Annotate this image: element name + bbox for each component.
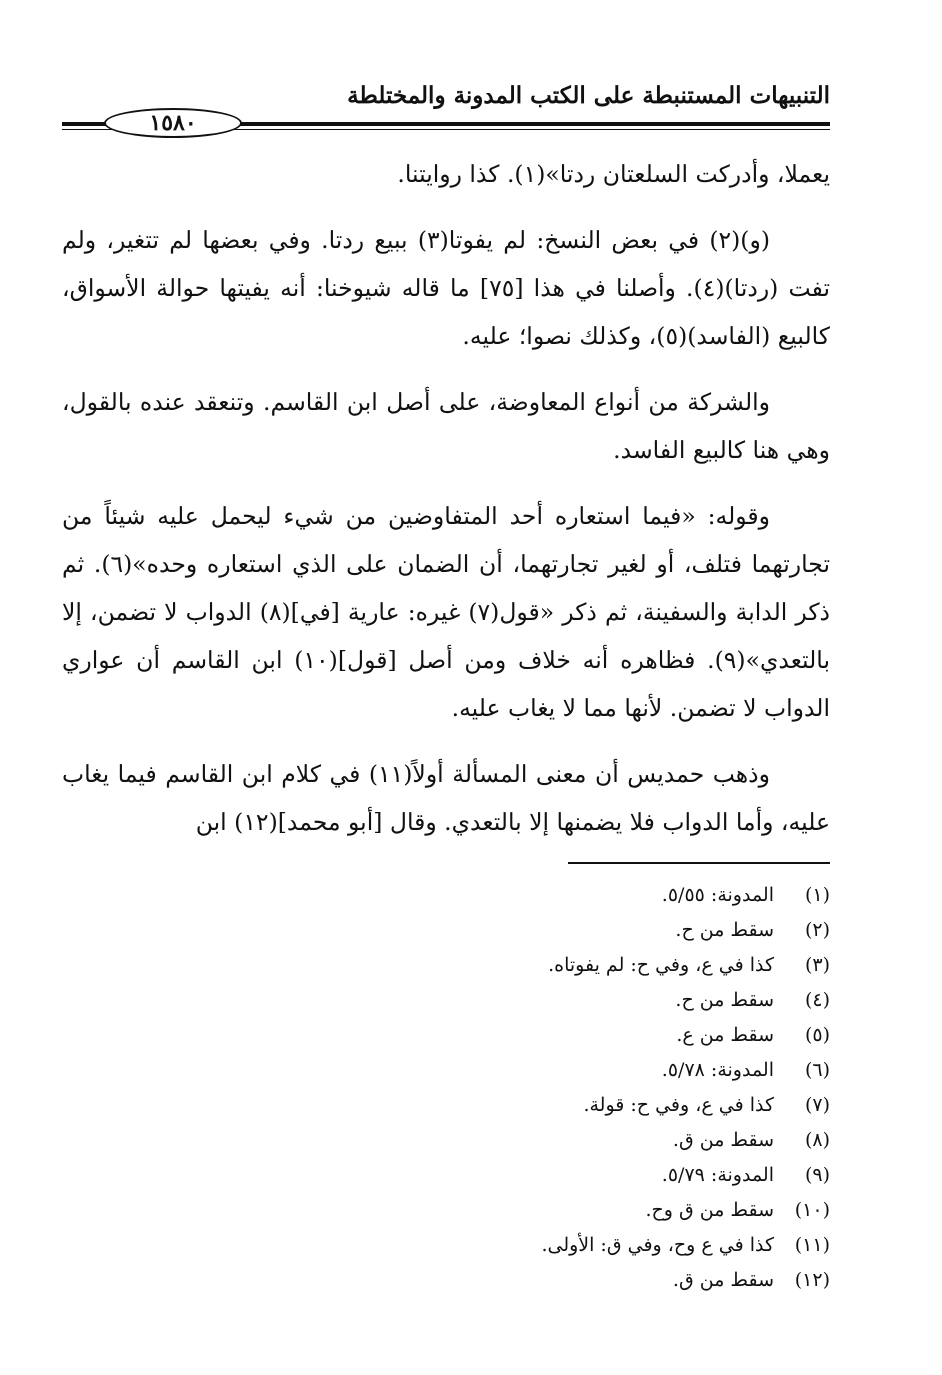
- footnote-number: (٩): [804, 1164, 830, 1186]
- footnote-number: (٧): [804, 1094, 830, 1116]
- footnote: [380, 1018, 830, 1053]
- paragraph: والشركة من أنواع المعاوضة، على أصل ابن القاسم. وتنعقد عنده بالقول، وهي هنا كالبيع الفاسد.: [62, 388, 830, 464]
- footnote: [380, 1193, 830, 1228]
- footnote-text: سقط من ق.: [672, 1129, 774, 1151]
- footnote-separator: [568, 862, 830, 864]
- footnote: [380, 1088, 830, 1123]
- page-number: ١٥٨٠: [104, 108, 242, 138]
- footnote-number: (٦): [804, 1059, 830, 1081]
- paragraph: وذهب حمديس أن معنى المسألة أولاً(١١) في كلام ابن القاسم فيما يغاب عليه، وأما الدواب فلا يضمنها إلا بالتعدي. وقال [أبو محمد](١٢) ابن: [62, 760, 830, 836]
- footnote-number: (١): [804, 884, 830, 906]
- paragraph: وقوله: «فيما استعاره أحد المتفاوضين من شيء ليحمل عليه شيئاً من تجارتهما فتلف، أو لغير تجارتهما، أن الضمان على الذي استعاره وحده»(٦). ثم ذكر الدابة والسفينة، ثم ذكر «قول(٧) غيره: عارية [في](٨) الدواب لا تضمن، إلا بالتعدي»(٩). فظاهره أنه خلاف ومن أصل [قول](١٠) ابن القاسم أن عواري الدواب لا تضمن. لأنها مما لا يغاب عليه.: [62, 502, 831, 722]
- footnote-text: سقط من ح.: [675, 989, 774, 1011]
- footnote-number: (١٠): [794, 1199, 830, 1221]
- footnote-number: (٨): [804, 1129, 830, 1151]
- footnote-number: (٢): [804, 919, 830, 941]
- footnote-number: (٥): [804, 1024, 830, 1046]
- footnote-number: (٤): [804, 989, 830, 1011]
- footnote: [380, 913, 830, 948]
- footnotes: [380, 878, 830, 1298]
- footnote-number: (١٢): [794, 1269, 830, 1291]
- footnote: [380, 983, 830, 1018]
- running-title: التنبيهات المستنبطة على الكتب المدونة والمختلطة: [347, 82, 830, 109]
- footnote-text: سقط من ق.: [672, 1269, 774, 1291]
- footnote: [380, 1263, 830, 1298]
- footnote-text: كذا في ع وح، وفي ق: الأولى.: [541, 1234, 774, 1256]
- footnote-number: (١١): [794, 1234, 830, 1256]
- footnote-text: كذا في ع، وفي ح: قولة.: [583, 1094, 774, 1116]
- footnote: [380, 1158, 830, 1193]
- footnote-text: سقط من ح.: [675, 919, 774, 941]
- footnote-text: كذا في ع، وفي ح: لم يفوتاه.: [548, 954, 774, 976]
- footnote: [380, 948, 830, 983]
- page-header: [62, 82, 830, 142]
- paragraph: (و)(٢) في بعض النسخ: لم يفوتا(٣) ببيع ردتا. وفي بعضها لم تتغير، ولم تفت (ردتا)(٤). وأصلنا في هذا [٧٥] ما قاله شيوخنا: أنه يفيتها حوالة الأسواق، كالبيع (الفاسد)(٥)، وكذلك نصوا؛ عليه.: [62, 226, 831, 350]
- footnote-text: سقط من ق وح.: [645, 1199, 774, 1221]
- footnote-text: المدونة: ٥/٧٨.: [661, 1059, 774, 1081]
- footnote: [380, 878, 830, 913]
- footnote: [380, 1123, 830, 1158]
- main-text: [62, 150, 830, 864]
- paragraph: يعملا، وأدركت السلعتان ردتا»(١). كذا روايتنا.: [397, 160, 830, 188]
- footnote: [380, 1053, 830, 1088]
- footnote: [380, 1228, 830, 1263]
- footnote-text: المدونة: ٥/٧٩.: [661, 1164, 774, 1186]
- footnote-number: (٣): [804, 954, 830, 976]
- footnote-text: سقط من ع.: [676, 1024, 774, 1046]
- footnote-text: المدونة: ٥/٥٥.: [661, 884, 774, 906]
